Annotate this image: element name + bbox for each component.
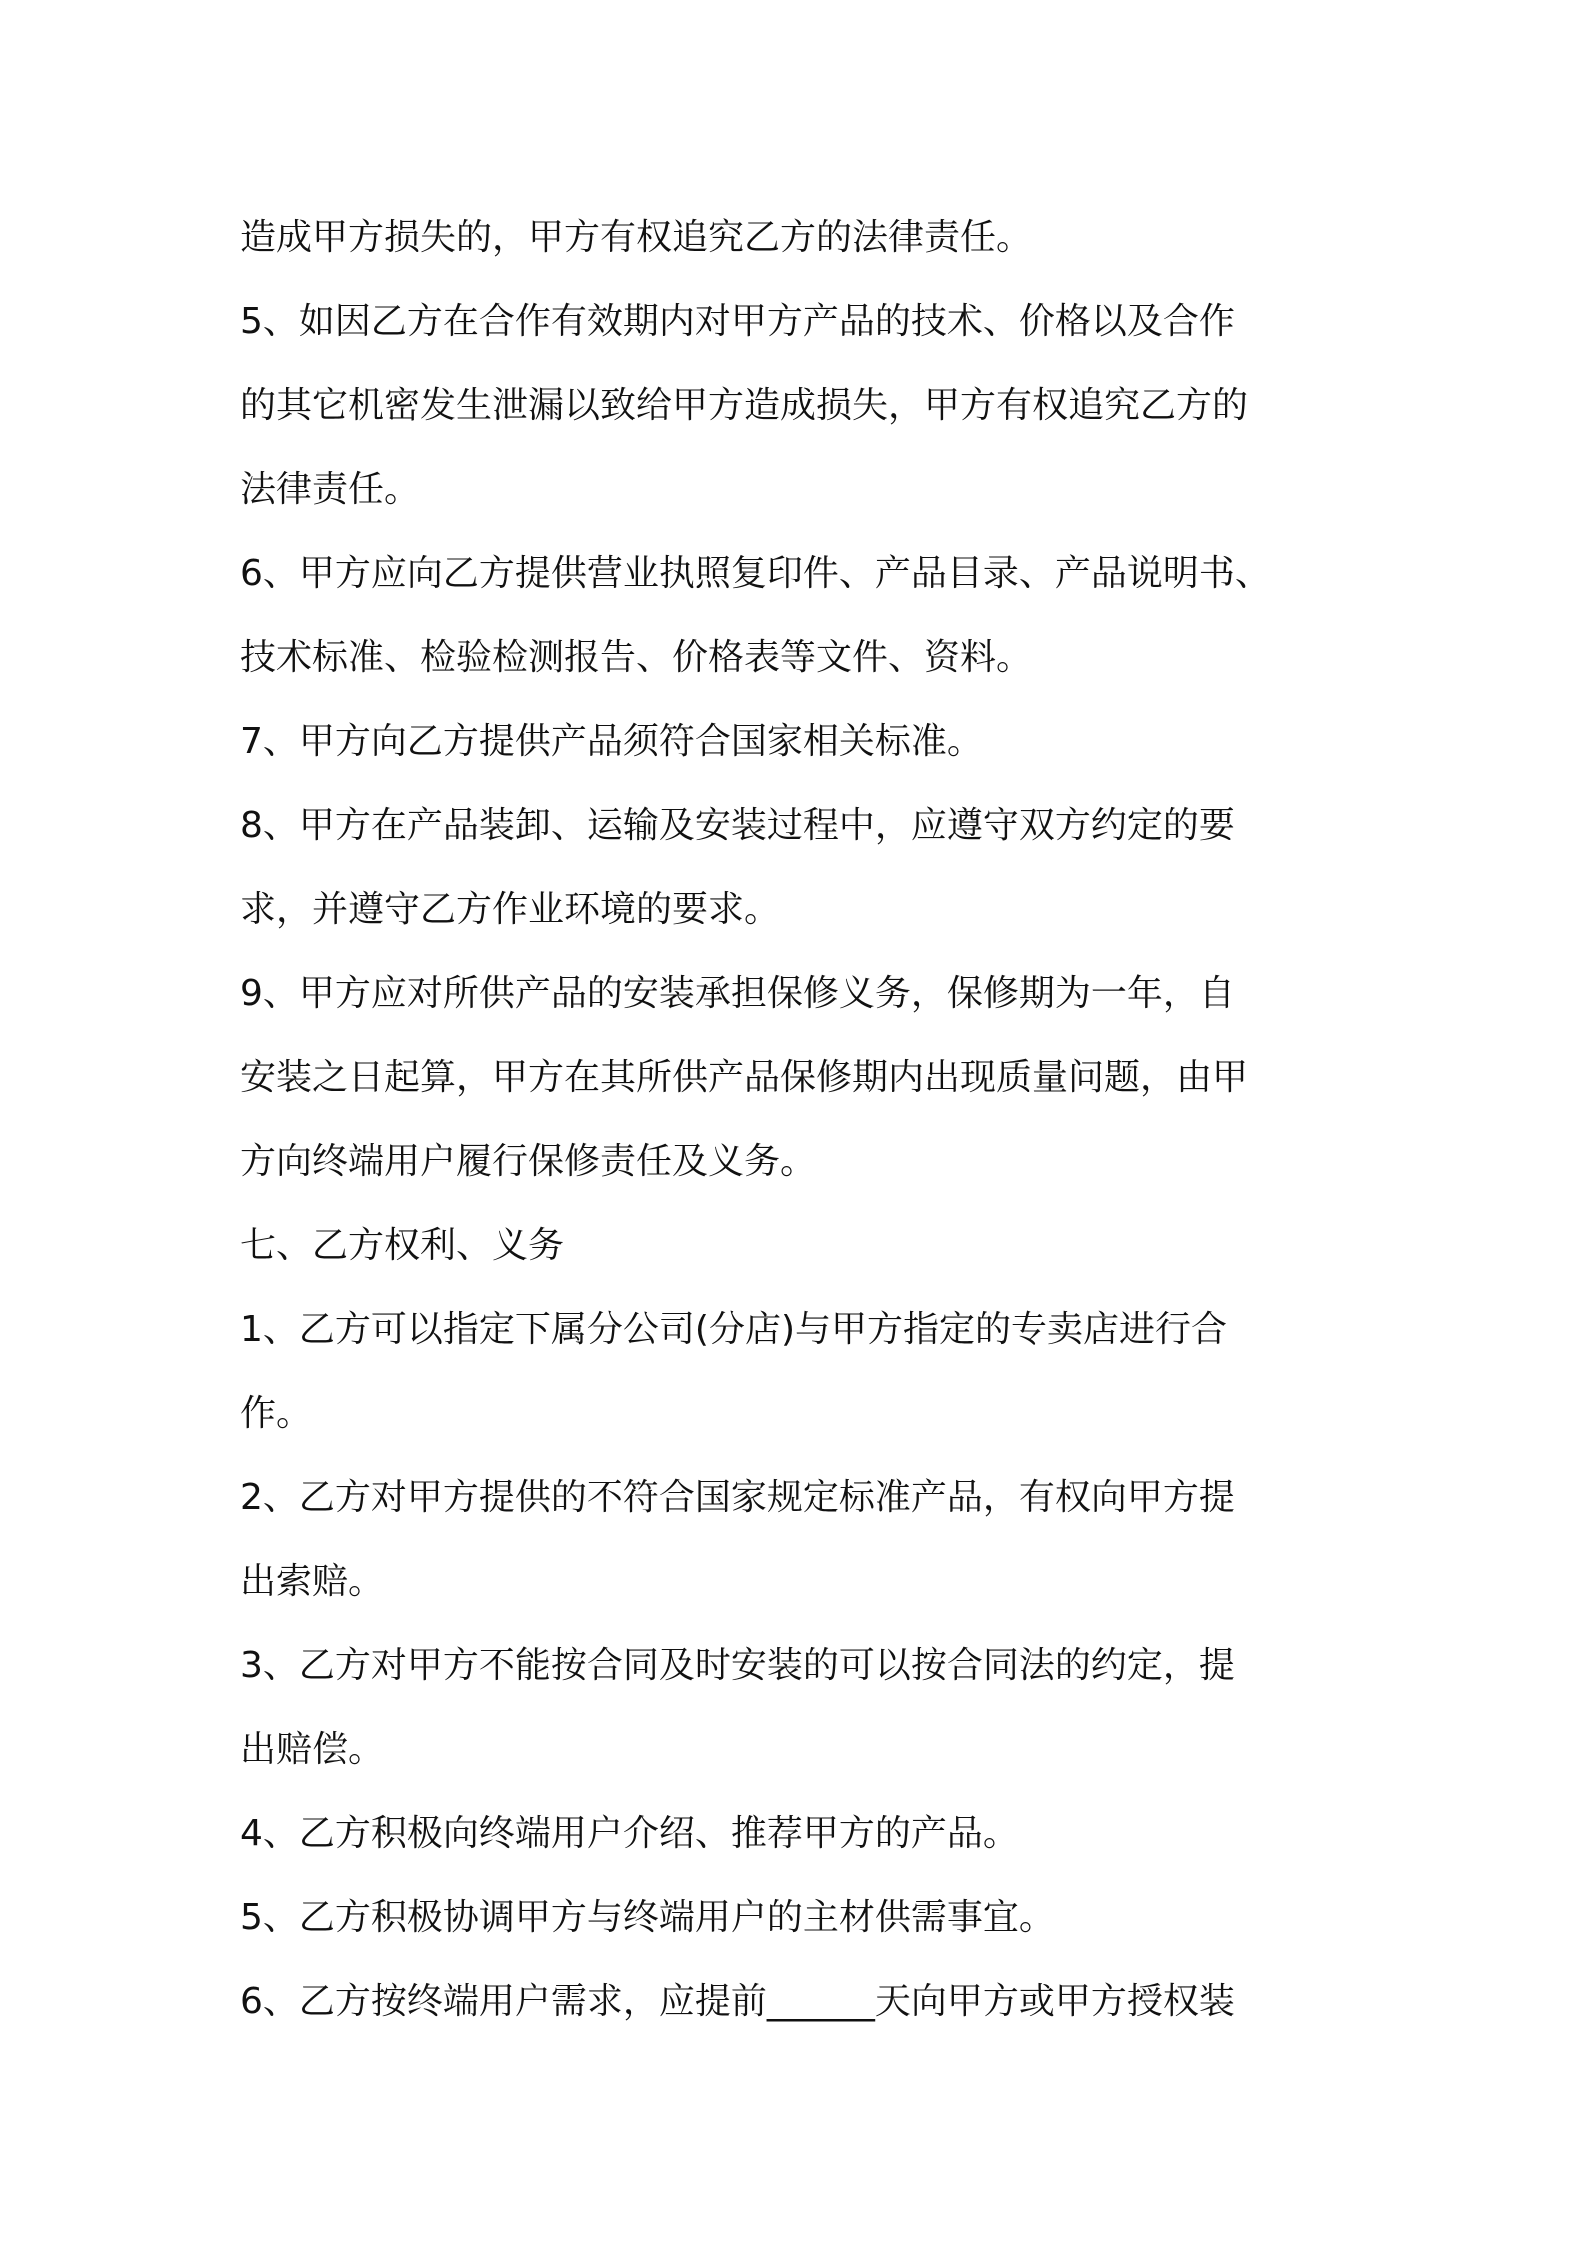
document-body	[240, 196, 1370, 2044]
text-line: 8、甲方在产品装卸、运输及安装过程中，应遵守双方约定的要	[240, 805, 1235, 846]
text-line: 造成甲方损失的，甲方有权追究乙方的法律责任。	[240, 217, 1033, 258]
text-line: 作。	[240, 1393, 313, 1434]
text-line: 9、甲方应对所供产品的安装承担保修义务，保修期为一年，自	[240, 973, 1235, 1014]
text-line: 5、乙方积极协调甲方与终端用户的主材供需事宜。	[240, 1897, 1055, 1938]
text-line: 方向终端用户履行保修责任及义务。	[240, 1141, 817, 1182]
text-line: 技术标准、检验检测报告、价格表等文件、资料。	[240, 637, 1033, 678]
text-line: 5、如因乙方在合作有效期内对甲方产品的技术、价格以及合作	[240, 301, 1235, 342]
text-line: 求，并遵守乙方作业环境的要求。	[240, 889, 781, 930]
text-line: 6、甲方应向乙方提供营业执照复印件、产品目录、产品说明书、	[240, 553, 1271, 594]
text-line: 出赔偿。	[240, 1729, 385, 1770]
text-line: 安装之日起算，甲方在其所供产品保修期内出现质量问题，由甲	[240, 1057, 1249, 1098]
text-line: 6、乙方按终端用户需求，应提前______天向甲方或甲方授权装	[240, 1981, 1235, 2022]
text-line: 的其它机密发生泄漏以致给甲方造成损失，甲方有权追究乙方的	[240, 385, 1249, 426]
text-line: 7、甲方向乙方提供产品须符合国家相关标准。	[240, 721, 983, 762]
section-heading: 七、乙方权利、义务	[240, 1225, 565, 1266]
text-line: 法律责任。	[240, 469, 421, 510]
text-line: 3、乙方对甲方不能按合同及时安装的可以按合同法的约定，提	[240, 1645, 1235, 1686]
text-line: 出索赔。	[240, 1561, 385, 1602]
text-line: 2、乙方对甲方提供的不符合国家规定标准产品，有权向甲方提	[240, 1477, 1235, 1518]
text-line: 1、乙方可以指定下属分公司(分店)与甲方指定的专卖店进行合	[240, 1309, 1227, 1350]
text-line: 4、乙方积极向终端用户介绍、推荐甲方的产品。	[240, 1813, 1019, 1854]
